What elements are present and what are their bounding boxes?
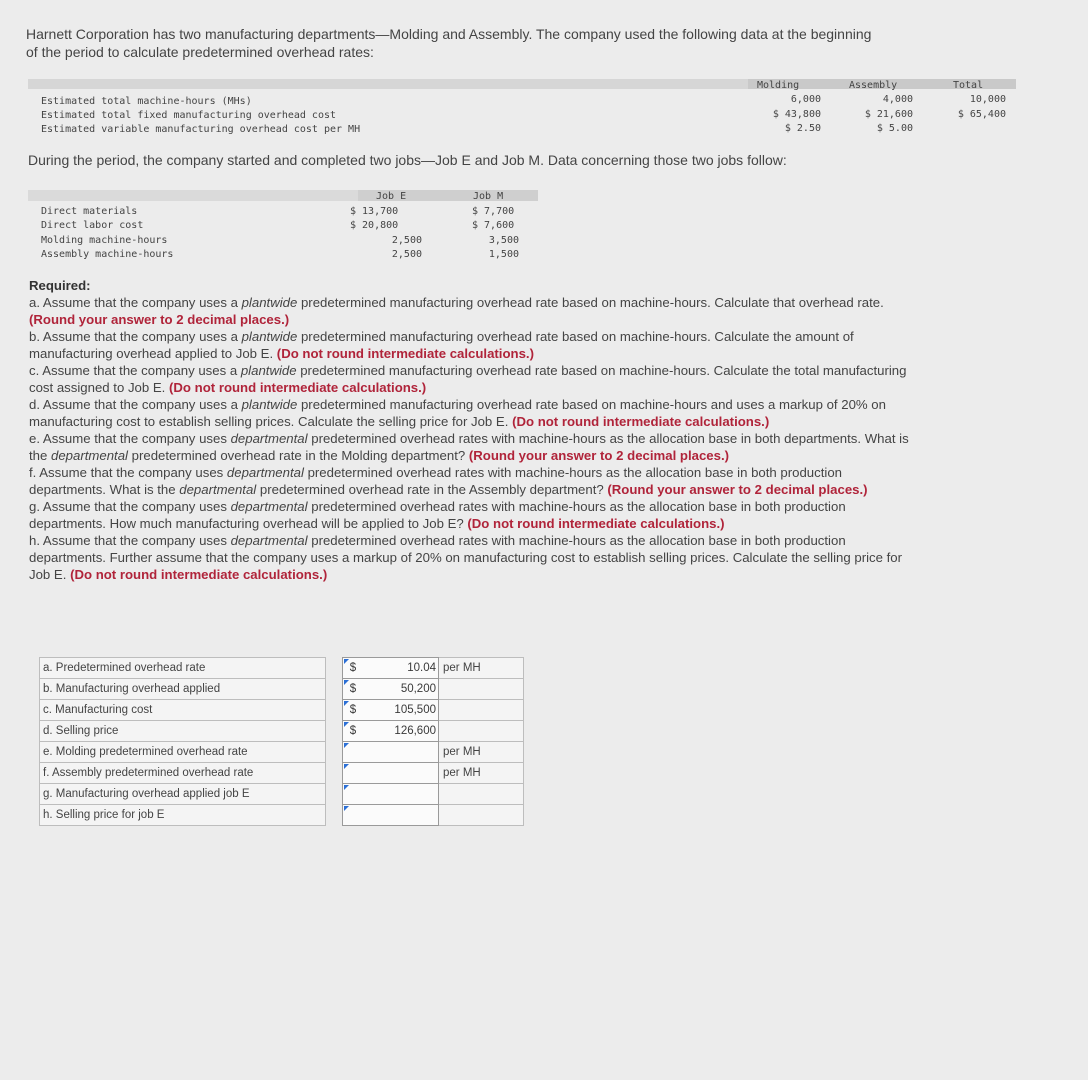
job-e-dm: $ 13,700: [350, 206, 399, 217]
answer-row-g: [40, 784, 524, 805]
answer-label: b. Manufacturing overhead applied: [40, 679, 326, 700]
requirement-d: d. Assume that the company uses a plantwide predetermined manufacturing overhead rate based on machine-hours and uses a markup of 20% on manufacturing cost to establish selling prices. Calculate the selling price for Job E. (Do not round intermediate calculations.): [29, 397, 886, 429]
currency-symbol: [343, 763, 364, 784]
answer-row-h: [40, 805, 524, 826]
answer-row-f: [40, 763, 524, 784]
job-e-dl: $ 20,800: [350, 220, 399, 231]
answer-row-b: [40, 679, 524, 700]
answer-input-b[interactable]: 50,200: [363, 679, 439, 700]
requirement-a: a. Assume that the company uses a plantwide predetermined manufacturing overhead rate based on machine-hours. Calculate that overhead rate. (Round your answer to 2 decimal places.): [29, 295, 884, 327]
requirement-g: g. Assume that the company uses departmental predetermined overhead rates with machine-hours as the allocation base in both production departments. How much manufacturing overhead will be applied to Job E? (Do not round intermediate calculations.): [29, 499, 846, 531]
answer-label: h. Selling price for job E: [40, 805, 326, 826]
row-label-molding-mh: Molding machine-hours: [41, 235, 168, 246]
answer-table: [39, 657, 524, 826]
unit-label: [439, 679, 524, 700]
molding-variable: $ 2.50: [784, 123, 821, 134]
currency-symbol: [343, 784, 364, 805]
answer-label: a. Predetermined overhead rate: [40, 658, 326, 679]
answer-label: c. Manufacturing cost: [40, 700, 326, 721]
job-e-assembly-mh: 2,500: [391, 249, 422, 260]
unit-label: per MH: [439, 763, 524, 784]
assembly-mh: 4,000: [882, 94, 913, 105]
job-e-molding-mh: 2,500: [391, 235, 422, 246]
answer-input-c[interactable]: 105,500: [363, 700, 439, 721]
header-molding: Molding: [757, 80, 800, 91]
currency-symbol: $: [343, 721, 364, 742]
unit-label: [439, 700, 524, 721]
requirement-f: f. Assume that the company uses departmental predetermined overhead rates with machine-hours as the allocation base in both production departments. What is the departmental predetermined overhead rate in the Assembly department? (Round your answer to 2 decimal places.): [29, 465, 868, 497]
row-label-dl: Direct labor cost: [41, 220, 144, 231]
job-m-assembly-mh: 1,500: [488, 249, 519, 260]
table1-header-band-light: [28, 79, 748, 89]
answer-input-a[interactable]: 10.04: [363, 658, 439, 679]
currency-symbol: [343, 805, 364, 826]
intro-text: Harnett Corporation has two manufacturing departments—Molding and Assembly. The company used the following data at the beginning of the period to calculate predetermined overhead rates:: [26, 26, 872, 60]
molding-mh: 6,000: [790, 94, 821, 105]
answer-label: g. Manufacturing overhead applied job E: [40, 784, 326, 805]
unit-label: [439, 721, 524, 742]
unit-label: [439, 805, 524, 826]
answer-input-f[interactable]: [363, 763, 439, 784]
currency-symbol: $: [343, 658, 364, 679]
row-label-mh: Estimated total machine-hours (MHs): [41, 96, 252, 107]
assembly-variable: $ 5.00: [876, 123, 913, 134]
answer-row-a: [40, 658, 524, 679]
answer-row-e: [40, 742, 524, 763]
currency-symbol: $: [343, 700, 364, 721]
jobs-intro-text: During the period, the company started and completed two jobs—Job E and Job M. Data concerning those two jobs follow:: [28, 152, 787, 168]
molding-fixed: $ 43,800: [772, 109, 821, 120]
answer-row-c: [40, 700, 524, 721]
row-label-dm: Direct materials: [41, 206, 138, 217]
currency-symbol: [343, 742, 364, 763]
requirement-h: h. Assume that the company uses departmental predetermined overhead rates with machine-hours as the allocation base in both production departments. Further assume that the company uses a markup of 20% on manufacturing cost to establish selling prices. Calculate the selling price for Job E. (Do not round intermediate calculations.): [29, 533, 903, 582]
header-total: Total: [953, 80, 984, 91]
job-m-molding-mh: 3,500: [488, 235, 519, 246]
row-label-variable: Estimated variable manufacturing overhead cost per MH: [41, 124, 361, 135]
requirement-e: e. Assume that the company uses departmental predetermined overhead rates with machine-hours as the allocation base in both departments. What is the departmental predetermined overhead rate in the Molding department? (Round your answer to 2 decimal places.): [29, 431, 909, 463]
row-label-fixed: Estimated total fixed manufacturing overhead cost: [41, 110, 337, 121]
table2-header-band-light: [28, 190, 358, 201]
answer-input-h[interactable]: [363, 805, 439, 826]
answer-input-d[interactable]: 126,600: [363, 721, 439, 742]
job-m-dm: $ 7,700: [472, 206, 515, 217]
total-fixed: $ 65,400: [957, 109, 1006, 120]
header-job-e: Job E: [376, 191, 407, 202]
currency-symbol: $: [343, 679, 364, 700]
unit-label: [439, 784, 524, 805]
unit-label: per MH: [439, 658, 524, 679]
answer-input-g[interactable]: [363, 784, 439, 805]
total-mh: 10,000: [969, 94, 1006, 105]
answer-label: f. Assembly predetermined overhead rate: [40, 763, 326, 784]
answer-row-d: [40, 721, 524, 742]
requirements: [29, 277, 919, 583]
answer-label: e. Molding predetermined overhead rate: [40, 742, 326, 763]
header-assembly: Assembly: [849, 80, 898, 91]
assembly-fixed: $ 21,600: [864, 109, 913, 120]
answer-label: d. Selling price: [40, 721, 326, 742]
requirement-c: c. Assume that the company uses a plantwide predetermined manufacturing overhead rate based on machine-hours. Calculate the total manufacturing cost assigned to Job E. (Do not round intermediate calculations.): [29, 363, 907, 395]
unit-label: per MH: [439, 742, 524, 763]
job-m-dl: $ 7,600: [472, 220, 515, 231]
required-heading: Required:: [29, 278, 91, 293]
row-label-assembly-mh: Assembly machine-hours: [41, 249, 174, 260]
answer-input-e[interactable]: [363, 742, 439, 763]
header-job-m: Job M: [473, 191, 504, 202]
requirement-b: b. Assume that the company uses a plantwide predetermined manufacturing overhead rate based on machine-hours. Calculate the amount of manufacturing overhead applied to Job E. (Do not round intermediate calculations.): [29, 329, 854, 361]
